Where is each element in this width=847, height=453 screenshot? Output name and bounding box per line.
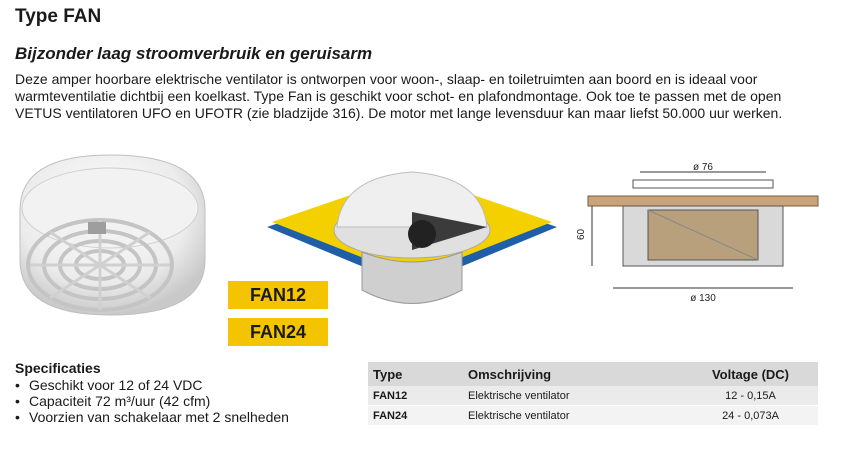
column-header-description: Omschrijving — [468, 366, 552, 382]
column-header-voltage: Voltage (DC) — [711, 366, 790, 382]
dim-diameter-top: ø 76 — [692, 162, 714, 173]
list-item: • Capaciteit 72 m³/uur (42 cfm) — [15, 393, 211, 409]
product-table — [368, 362, 818, 425]
table-row: FAN12 Elektrische ventilator 12 - 0,15A — [368, 386, 818, 405]
column-header-type: Type — [373, 366, 403, 382]
page-title: Type FAN — [15, 6, 102, 27]
model-tag-fan12: FAN12 — [228, 281, 328, 309]
technical-drawing — [578, 160, 828, 305]
model-tag-fan24: FAN24 — [228, 318, 328, 346]
table-header — [368, 362, 818, 386]
intro-text — [15, 71, 835, 122]
dim-height: 60 — [576, 228, 587, 240]
intro-line: Deze amper hoorbare elektrische ventilator is ontworpen voor woon-, slaap- en toiletruimten aan boord en is ideaal voor — [15, 71, 758, 87]
table-row: FAN24 Elektrische ventilator 24 - 0,073A — [368, 405, 818, 425]
intro-line: warmteventilatie dichtbij een koelkast. Type Fan is geschikt voor schot- en plafondmontage. Ook toe te passen met de open — [15, 88, 782, 104]
page-subtitle: Bijzonder laag stroomverbruik en geruisarm — [15, 44, 373, 63]
specs-list — [15, 377, 289, 425]
dim-diameter-bottom: ø 130 — [690, 293, 716, 304]
list-item: • Geschikt voor 12 of 24 VDC — [15, 377, 203, 393]
intro-line: VETUS ventilatoren UFO en UFOTR (zie bladzijde 316). De motor met lange levensduur kan maar liefst 50.000 uur werken. — [15, 105, 783, 121]
list-item: • Voorzien van schakelaar met 2 snelheden — [15, 409, 289, 425]
specs-title: Specificaties — [15, 360, 101, 376]
fan-product-photo — [10, 150, 215, 325]
